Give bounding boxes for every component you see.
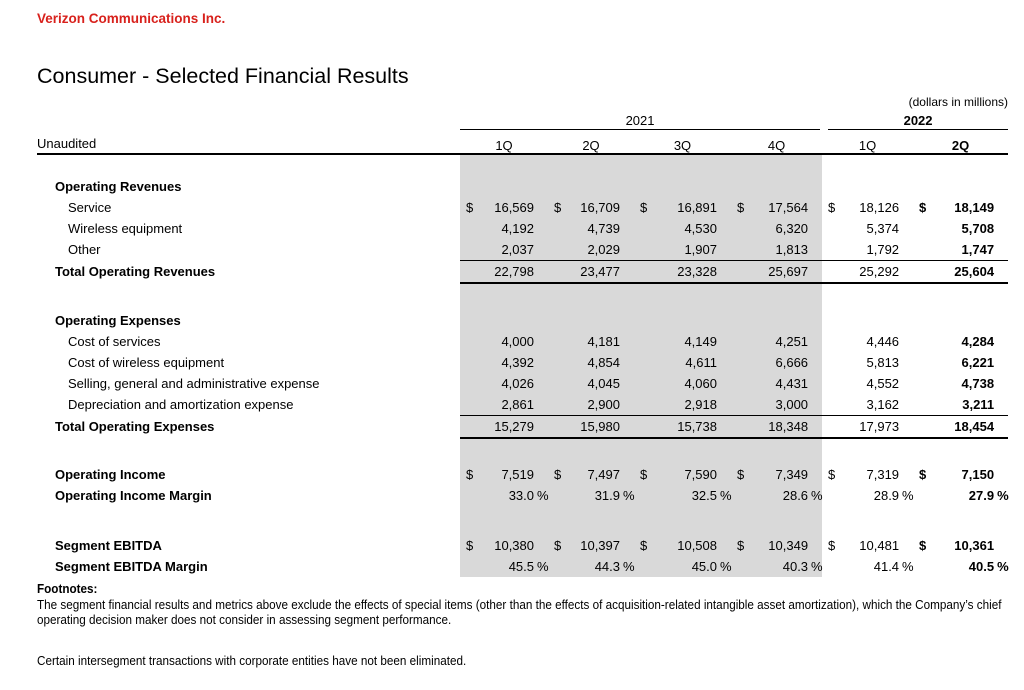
percent-sign: %	[623, 559, 635, 574]
spacer-row	[37, 154, 1008, 176]
table-row	[37, 416, 1008, 439]
value-cell: 25,697	[731, 261, 822, 284]
value-cell: $ 7,497	[548, 464, 634, 485]
table-row	[37, 197, 1008, 218]
year-header-row	[37, 112, 1008, 130]
percent-sign: %	[720, 559, 732, 574]
footnote-text: The segment financial results and metrics above exclude the effects of special items (other than the effects of acquisition-related intangible asset amortization), which the Company’s chief operating decision maker does not consider in assessing segment performance.	[37, 596, 1002, 627]
value-cell: 15,980	[548, 416, 634, 439]
value-cell: 44.3 %	[548, 556, 634, 577]
value-cell: 4,530	[634, 218, 731, 239]
dollar-sign: $	[828, 200, 836, 215]
value-cell: 45.0 %	[634, 556, 731, 577]
value-cell: 4,284	[961, 334, 995, 349]
table-row	[37, 239, 1008, 261]
value-cell: 4,060	[634, 373, 731, 394]
value-cell: 15,738	[634, 416, 731, 439]
value-cell: 4,739	[548, 218, 634, 239]
value-cell: 4,552	[866, 376, 900, 391]
value-cell: 1,792	[866, 242, 900, 257]
value-cell: 17,973	[822, 416, 913, 439]
value-cell: 4,738	[961, 376, 995, 391]
value-cell: $ 7,519	[460, 464, 548, 485]
value-cell: 4,192	[460, 218, 548, 239]
table-row	[37, 352, 1008, 373]
unaudited-label: Unaudited	[37, 130, 460, 154]
value-cell: 33.0 %	[460, 485, 548, 506]
value-cell: 2,029	[548, 239, 634, 261]
dollar-sign: $	[919, 538, 927, 553]
value-cell: 6,221	[961, 355, 995, 370]
year-label: 2022	[828, 113, 1008, 130]
value-cell: $ 10,508	[634, 535, 731, 556]
row-label: Segment EBITDA	[55, 538, 162, 553]
value-cell: 23,328	[634, 261, 731, 284]
value-cell: 1,747	[961, 242, 995, 257]
value-cell: $ 10,349	[731, 535, 822, 556]
year-group-2021	[460, 112, 822, 130]
percent-sign: %	[902, 559, 914, 574]
value-cell: 3,162	[866, 397, 900, 412]
dollar-sign: $	[466, 467, 474, 482]
quarter-header: 4Q	[731, 130, 822, 154]
value-cell: 4,854	[548, 352, 634, 373]
value-cell: $ 7,349	[731, 464, 822, 485]
row-label: Total Operating Expenses	[55, 419, 215, 435]
table-row	[37, 218, 1008, 239]
value-cell: 6,666	[731, 352, 822, 373]
value-cell: 6,320	[731, 218, 822, 239]
value-cell: 3,000	[731, 394, 822, 416]
quarter-header: 3Q	[634, 130, 731, 154]
percent-sign: %	[537, 488, 549, 503]
row-label: Selling, general and administrative expense	[68, 376, 320, 391]
percent-sign: %	[623, 488, 635, 503]
value-cell: $ 17,564	[731, 197, 822, 218]
value-cell: 25,604	[913, 261, 1008, 284]
dollar-sign: $	[737, 538, 745, 553]
value-cell: $ 7,319	[822, 464, 913, 485]
percent-sign: %	[997, 488, 1009, 503]
spacer-row	[37, 506, 1008, 535]
table-row	[37, 331, 1008, 352]
dollar-sign: $	[919, 467, 927, 482]
spacer-row	[37, 438, 1008, 464]
dollar-sign: $	[554, 538, 562, 553]
value-cell: 28.9 %	[873, 488, 914, 503]
value-cell: $ 10,380	[460, 535, 548, 556]
year-label: 2021	[460, 113, 820, 130]
table-row	[37, 394, 1008, 416]
value-cell: $ 7,150	[913, 464, 1008, 485]
value-cell: 4,045	[548, 373, 634, 394]
table-row	[37, 464, 1008, 485]
percent-sign: %	[811, 559, 823, 574]
footnotes-section	[37, 581, 1007, 668]
quarter-header: 2Q	[913, 130, 1008, 154]
value-cell: 45.5 %	[460, 556, 548, 577]
value-cell: 1,907	[634, 239, 731, 261]
value-cell: 2,037	[460, 239, 548, 261]
value-cell: 1,813	[731, 239, 822, 261]
value-cell: 4,446	[866, 334, 900, 349]
footnotes-title: Footnotes:	[37, 581, 98, 596]
table-row	[37, 261, 1008, 284]
value-cell: 2,861	[460, 394, 548, 416]
row-label: Other	[68, 242, 101, 258]
value-cell: 40.3 %	[731, 556, 822, 577]
value-cell: 18,348	[731, 416, 822, 439]
percent-sign: %	[537, 559, 549, 574]
table-row	[37, 535, 1008, 556]
row-label: Segment EBITDA Margin	[55, 559, 208, 574]
dollar-sign: $	[466, 538, 474, 553]
value-cell: 31.9 %	[548, 485, 634, 506]
table-row	[37, 485, 1008, 506]
percent-sign: %	[811, 488, 823, 503]
table-row	[37, 373, 1008, 394]
value-cell: 23,477	[548, 261, 634, 284]
value-cell: 4,000	[460, 331, 548, 352]
row-label: Depreciation and amortization expense	[68, 397, 294, 413]
table-row	[37, 310, 1008, 331]
row-label: Total Operating Revenues	[55, 264, 216, 280]
row-label: Operating Income Margin	[55, 488, 212, 503]
dollar-sign: $	[919, 200, 927, 215]
value-cell: 3,211	[962, 397, 995, 412]
value-cell: $ 16,709	[548, 197, 634, 218]
value-cell: 32.5 %	[634, 485, 731, 506]
value-cell: 4,611	[634, 352, 731, 373]
value-cell: 4,431	[731, 373, 822, 394]
value-cell: $ 16,569	[460, 197, 548, 218]
value-cell: $ 7,590	[634, 464, 731, 485]
dollar-sign: $	[828, 467, 836, 482]
value-cell: 4,181	[548, 331, 634, 352]
value-cell: $ 10,361	[913, 535, 1008, 556]
percent-sign: %	[902, 488, 914, 503]
dollar-sign: $	[737, 467, 745, 482]
value-cell: 5,813	[866, 355, 900, 370]
spacer-row	[37, 283, 1008, 310]
value-cell: $ 18,149	[913, 197, 1008, 218]
value-cell: 27.9 %	[968, 488, 1009, 503]
footnote-text: Certain intersegment transactions with corporate entities have not been eliminated.	[37, 652, 467, 668]
percent-sign: %	[720, 488, 732, 503]
dollar-sign: $	[554, 467, 562, 482]
year-group-2022	[822, 112, 1008, 130]
dollar-sign: $	[737, 200, 745, 215]
table-row	[37, 176, 1008, 197]
value-cell: 22,798	[460, 261, 548, 284]
row-label: Cost of wireless equipment	[68, 355, 225, 370]
value-cell: $ 18,126	[822, 197, 913, 218]
dollar-sign: $	[554, 200, 562, 215]
value-cell: $ 10,481	[822, 535, 913, 556]
value-cell: 28.6 %	[731, 485, 822, 506]
financial-table	[37, 112, 1008, 577]
dollar-sign: $	[640, 467, 648, 482]
dollar-sign: $	[640, 200, 648, 215]
value-cell: 4,392	[460, 352, 548, 373]
value-cell: 15,279	[460, 416, 548, 439]
value-cell: 4,026	[460, 373, 548, 394]
row-label: Operating Income	[55, 467, 166, 482]
value-cell: $ 16,891	[634, 197, 731, 218]
value-cell: 40.5 %	[968, 559, 1009, 574]
value-cell: 5,374	[866, 221, 900, 236]
dollar-sign: $	[466, 200, 474, 215]
row-label: Wireless equipment	[68, 221, 183, 236]
company-name: Verizon Communications Inc.	[37, 11, 226, 26]
value-cell: 2,900	[548, 394, 634, 416]
row-label: Operating Revenues	[55, 179, 182, 194]
percent-sign: %	[997, 559, 1009, 574]
quarter-header-row	[37, 130, 1008, 154]
value-cell: 25,292	[822, 261, 913, 284]
dollar-sign: $	[828, 538, 836, 553]
quarter-header: 2Q	[548, 130, 634, 154]
value-cell: 5,708	[961, 221, 995, 236]
page-title: Consumer - Selected Financial Results	[37, 64, 409, 88]
table-row	[37, 556, 1008, 577]
quarter-header: 1Q	[460, 130, 548, 154]
value-cell: 41.4 %	[873, 559, 914, 574]
dollar-sign: $	[640, 538, 648, 553]
row-label: Cost of services	[68, 334, 161, 349]
value-cell: 4,251	[731, 331, 822, 352]
row-label: Service	[68, 200, 112, 215]
units-note: (dollars in millions)	[908, 95, 1008, 109]
row-label: Operating Expenses	[55, 313, 181, 328]
year-header-spacer	[37, 112, 460, 130]
value-cell: 2,918	[634, 394, 731, 416]
value-cell: $ 10,397	[548, 535, 634, 556]
value-cell: 18,454	[913, 416, 1008, 439]
quarter-header: 1Q	[822, 130, 913, 154]
value-cell: 4,149	[634, 331, 731, 352]
